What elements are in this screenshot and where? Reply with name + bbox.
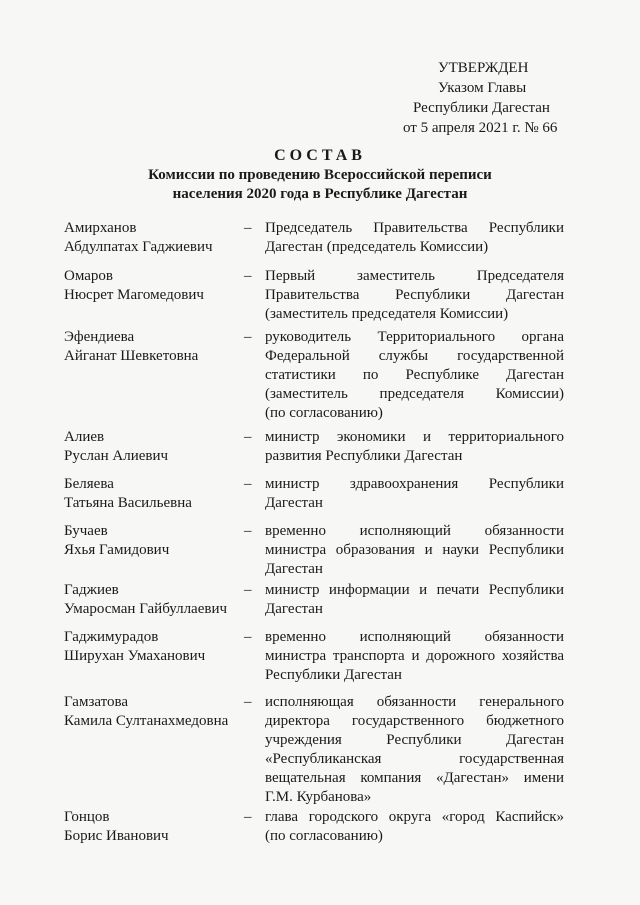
- member-role-line: руководитель Территориального органа: [265, 329, 564, 345]
- member-given-name: Татьяна Васильевна: [64, 495, 192, 511]
- member-role-line: министра транспорта и дорожного хозяйства: [265, 648, 564, 664]
- member-dash: –: [244, 329, 252, 345]
- member-row: [64, 219, 564, 257]
- member-name: [64, 693, 244, 807]
- member-given-name: Камила Султанахмедовна: [64, 713, 229, 729]
- member-role-line: (заместитель председателя Комиссии): [265, 386, 564, 402]
- approved-republic: Республики Дагестан: [413, 100, 550, 116]
- member-row: [64, 428, 564, 466]
- member-role-line: директора государственного бюджетного: [265, 713, 564, 729]
- member-role: [265, 219, 564, 257]
- member-role: [265, 628, 564, 685]
- member-row: [64, 693, 564, 807]
- member-role: [265, 693, 564, 807]
- member-surname: Эфендиева: [64, 329, 135, 345]
- member-role-line: министра образования и науки Республики: [265, 542, 564, 558]
- member-role-line: министр экономики и территориального: [265, 429, 564, 445]
- title-line-1: Комиссии по проведению Всероссийской переписи: [148, 167, 492, 183]
- member-role-line: Дагестан: [265, 495, 323, 511]
- member-given-name: Нюсрет Магомедович: [64, 287, 204, 303]
- member-row: [64, 522, 564, 579]
- member-dash: –: [244, 268, 252, 284]
- member-role: [265, 475, 564, 513]
- member-row: [64, 267, 564, 324]
- title-line-2: населения 2020 года в Республике Дагестан: [172, 186, 468, 202]
- member-name: [64, 581, 244, 619]
- member-name: [64, 808, 244, 846]
- member-role: [265, 267, 564, 324]
- member-role-line: Дагестан (председатель Комиссии): [265, 239, 489, 255]
- member-role-line: Г.М. Курбанова»: [265, 789, 372, 805]
- member-row: [64, 581, 564, 619]
- member-name: [64, 522, 244, 579]
- member-row: [64, 808, 564, 846]
- member-name: [64, 267, 244, 324]
- member-role-line: (по согласованию): [265, 405, 383, 421]
- member-given-name: Абдулпатах Гаджиевич: [64, 239, 213, 255]
- member-role: [265, 328, 564, 423]
- member-role-line: Первый заместитель Председателя: [265, 268, 564, 284]
- member-role-line: глава городского округа «город Каспийск»: [265, 809, 564, 825]
- member-role-line: временно исполняющий обязанности: [265, 629, 564, 645]
- member-given-name: Яхья Гамидович: [64, 542, 170, 558]
- member-name: [64, 475, 244, 513]
- member-role-line: исполняющая обязанности генерального: [265, 694, 564, 710]
- member-role: [265, 581, 564, 619]
- member-given-name: Айганат Шевкетовна: [64, 348, 199, 364]
- approved-label: УТВЕРЖДЕН: [438, 60, 529, 76]
- member-dash: –: [244, 809, 252, 825]
- member-dash: –: [244, 220, 252, 236]
- member-given-name: Борис Иванович: [64, 828, 169, 844]
- member-surname: Гонцов: [64, 809, 110, 825]
- member-role-line: (заместитель председателя Комиссии): [265, 306, 509, 322]
- member-dash: –: [244, 523, 252, 539]
- member-role-line: Председатель Правительства Республики: [265, 220, 564, 236]
- member-row: [64, 475, 564, 513]
- member-name: [64, 628, 244, 685]
- member-role-line: статистики по Республике Дагестан: [265, 367, 564, 383]
- member-surname: Омаров: [64, 268, 113, 284]
- member-dash: –: [244, 694, 252, 710]
- approved-date: от 5 апреля 2021 г. № 66: [403, 120, 558, 136]
- member-surname: Алиев: [64, 429, 105, 445]
- member-role-line: Дагестан: [265, 601, 323, 617]
- member-role-line: Федеральной службы государственной: [265, 348, 564, 364]
- member-surname: Гаджимурадов: [64, 629, 159, 645]
- member-role-line: временно исполняющий обязанности: [265, 523, 564, 539]
- member-row: [64, 328, 564, 423]
- member-role-line: министр информации и печати Республики: [265, 582, 564, 598]
- member-role-line: Правительства Республики Дагестан: [265, 287, 564, 303]
- member-surname: Гаджиев: [64, 582, 119, 598]
- member-given-name: Ширухан Умаханович: [64, 648, 206, 664]
- member-name: [64, 219, 244, 257]
- member-dash: –: [244, 582, 252, 598]
- approval-block: [398, 58, 620, 138]
- member-role: [265, 522, 564, 579]
- member-surname: Беляева: [64, 476, 114, 492]
- member-role-line: министр здравоохранения Республики: [265, 476, 564, 492]
- member-surname: Гамзатова: [64, 694, 129, 710]
- member-name: [64, 328, 244, 423]
- member-role-line: вещательная компания «Дагестан» имени: [265, 770, 564, 786]
- member-surname: Бучаев: [64, 523, 108, 539]
- document-title: [0, 146, 640, 204]
- approved-by: Указом Главы: [438, 80, 527, 96]
- member-given-name: Умаросман Гайбуллаевич: [64, 601, 228, 617]
- member-role-line: (по согласованию): [265, 828, 383, 844]
- member-row: [64, 628, 564, 685]
- member-dash: –: [244, 476, 252, 492]
- member-dash: –: [244, 429, 252, 445]
- member-role-line: Республики Дагестан: [265, 667, 402, 683]
- member-role: [265, 808, 564, 846]
- member-given-name: Руслан Алиевич: [64, 448, 169, 464]
- member-role-line: «Республиканская государственная: [265, 751, 564, 767]
- member-name: [64, 428, 244, 466]
- member-role-line: учреждения Республики Дагестан: [265, 732, 564, 748]
- member-role-line: Дагестан: [265, 561, 323, 577]
- member-dash: –: [244, 629, 252, 645]
- member-role-line: развития Республики Дагестан: [265, 448, 463, 464]
- title-main: СОСТАВ: [274, 147, 366, 164]
- member-surname: Амирханов: [64, 220, 137, 236]
- member-role: [265, 428, 564, 466]
